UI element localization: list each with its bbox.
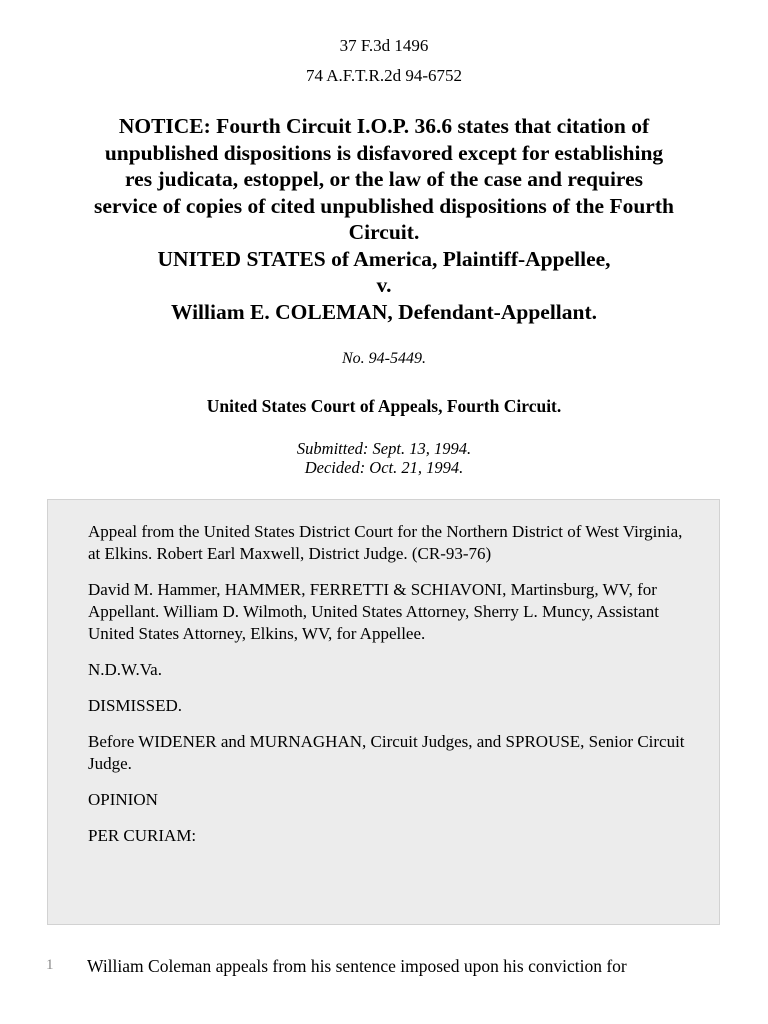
citation-aftr: 74 A.F.T.R.2d 94-6752: [305, 66, 463, 85]
paragraph-text: William Coleman appeals from his sentence imposed upon his conviction for: [87, 956, 627, 976]
citation-reporter: 37 F.3d 1496: [339, 36, 429, 55]
case-heading: [40, 113, 728, 325]
opinion-label: OPINION: [88, 790, 158, 809]
notice-line: unpublished dispositions is disfavored except for establishing: [104, 140, 664, 165]
per-curiam-label: PER CURIAM:: [88, 826, 197, 845]
paragraph-number: 1: [46, 957, 54, 973]
decided-date: Decided: Oct. 21, 1994.: [304, 458, 464, 477]
versus-line: v.: [376, 273, 392, 297]
counsel-listing: David M. Hammer, HAMMER, FERRETTI & SCHIAVONI, Martinsburg, WV, for Appellant. William D. Wilmoth, United States Attorney, Sherry L. Muncy, Assistant United States Attorney, Elkins, WV, for Appellee.: [88, 580, 659, 643]
notice-line: NOTICE: Fourth Circuit I.O.P. 36.6 states that citation of: [118, 114, 650, 138]
panel-judges: Before WIDENER and MURNAGHAN, Circuit Judges, and SPROUSE, Senior Circuit Judge.: [88, 732, 685, 773]
district-abbrev: N.D.W.Va.: [88, 660, 162, 679]
court-name: United States Court of Appeals, Fourth Circuit.: [206, 396, 562, 416]
submitted-date: Submitted: Sept. 13, 1994.: [296, 439, 472, 458]
notice-line: res judicata, estoppel, or the law of the case and requires: [125, 167, 643, 191]
disposition: DISMISSED.: [88, 696, 182, 715]
notice-line: Circuit.: [348, 220, 420, 244]
docket-number: No. 94-5449.: [342, 350, 426, 367]
notice-line: service of copies of cited unpublished dispositions of the Fourth: [94, 193, 674, 218]
case-dates: [0, 439, 768, 477]
plaintiff-line: UNITED STATES of America, Plaintiff-Appellee,: [157, 246, 611, 271]
appeal-origin: Appeal from the United States District Court for the Northern District of West Virginia, at Elkins. Robert Earl Maxwell, District Judge. (CR-93-76): [88, 522, 683, 563]
defendant-line: William E. COLEMAN, Defendant-Appellant.: [170, 299, 598, 324]
case-info-box: [47, 499, 720, 925]
